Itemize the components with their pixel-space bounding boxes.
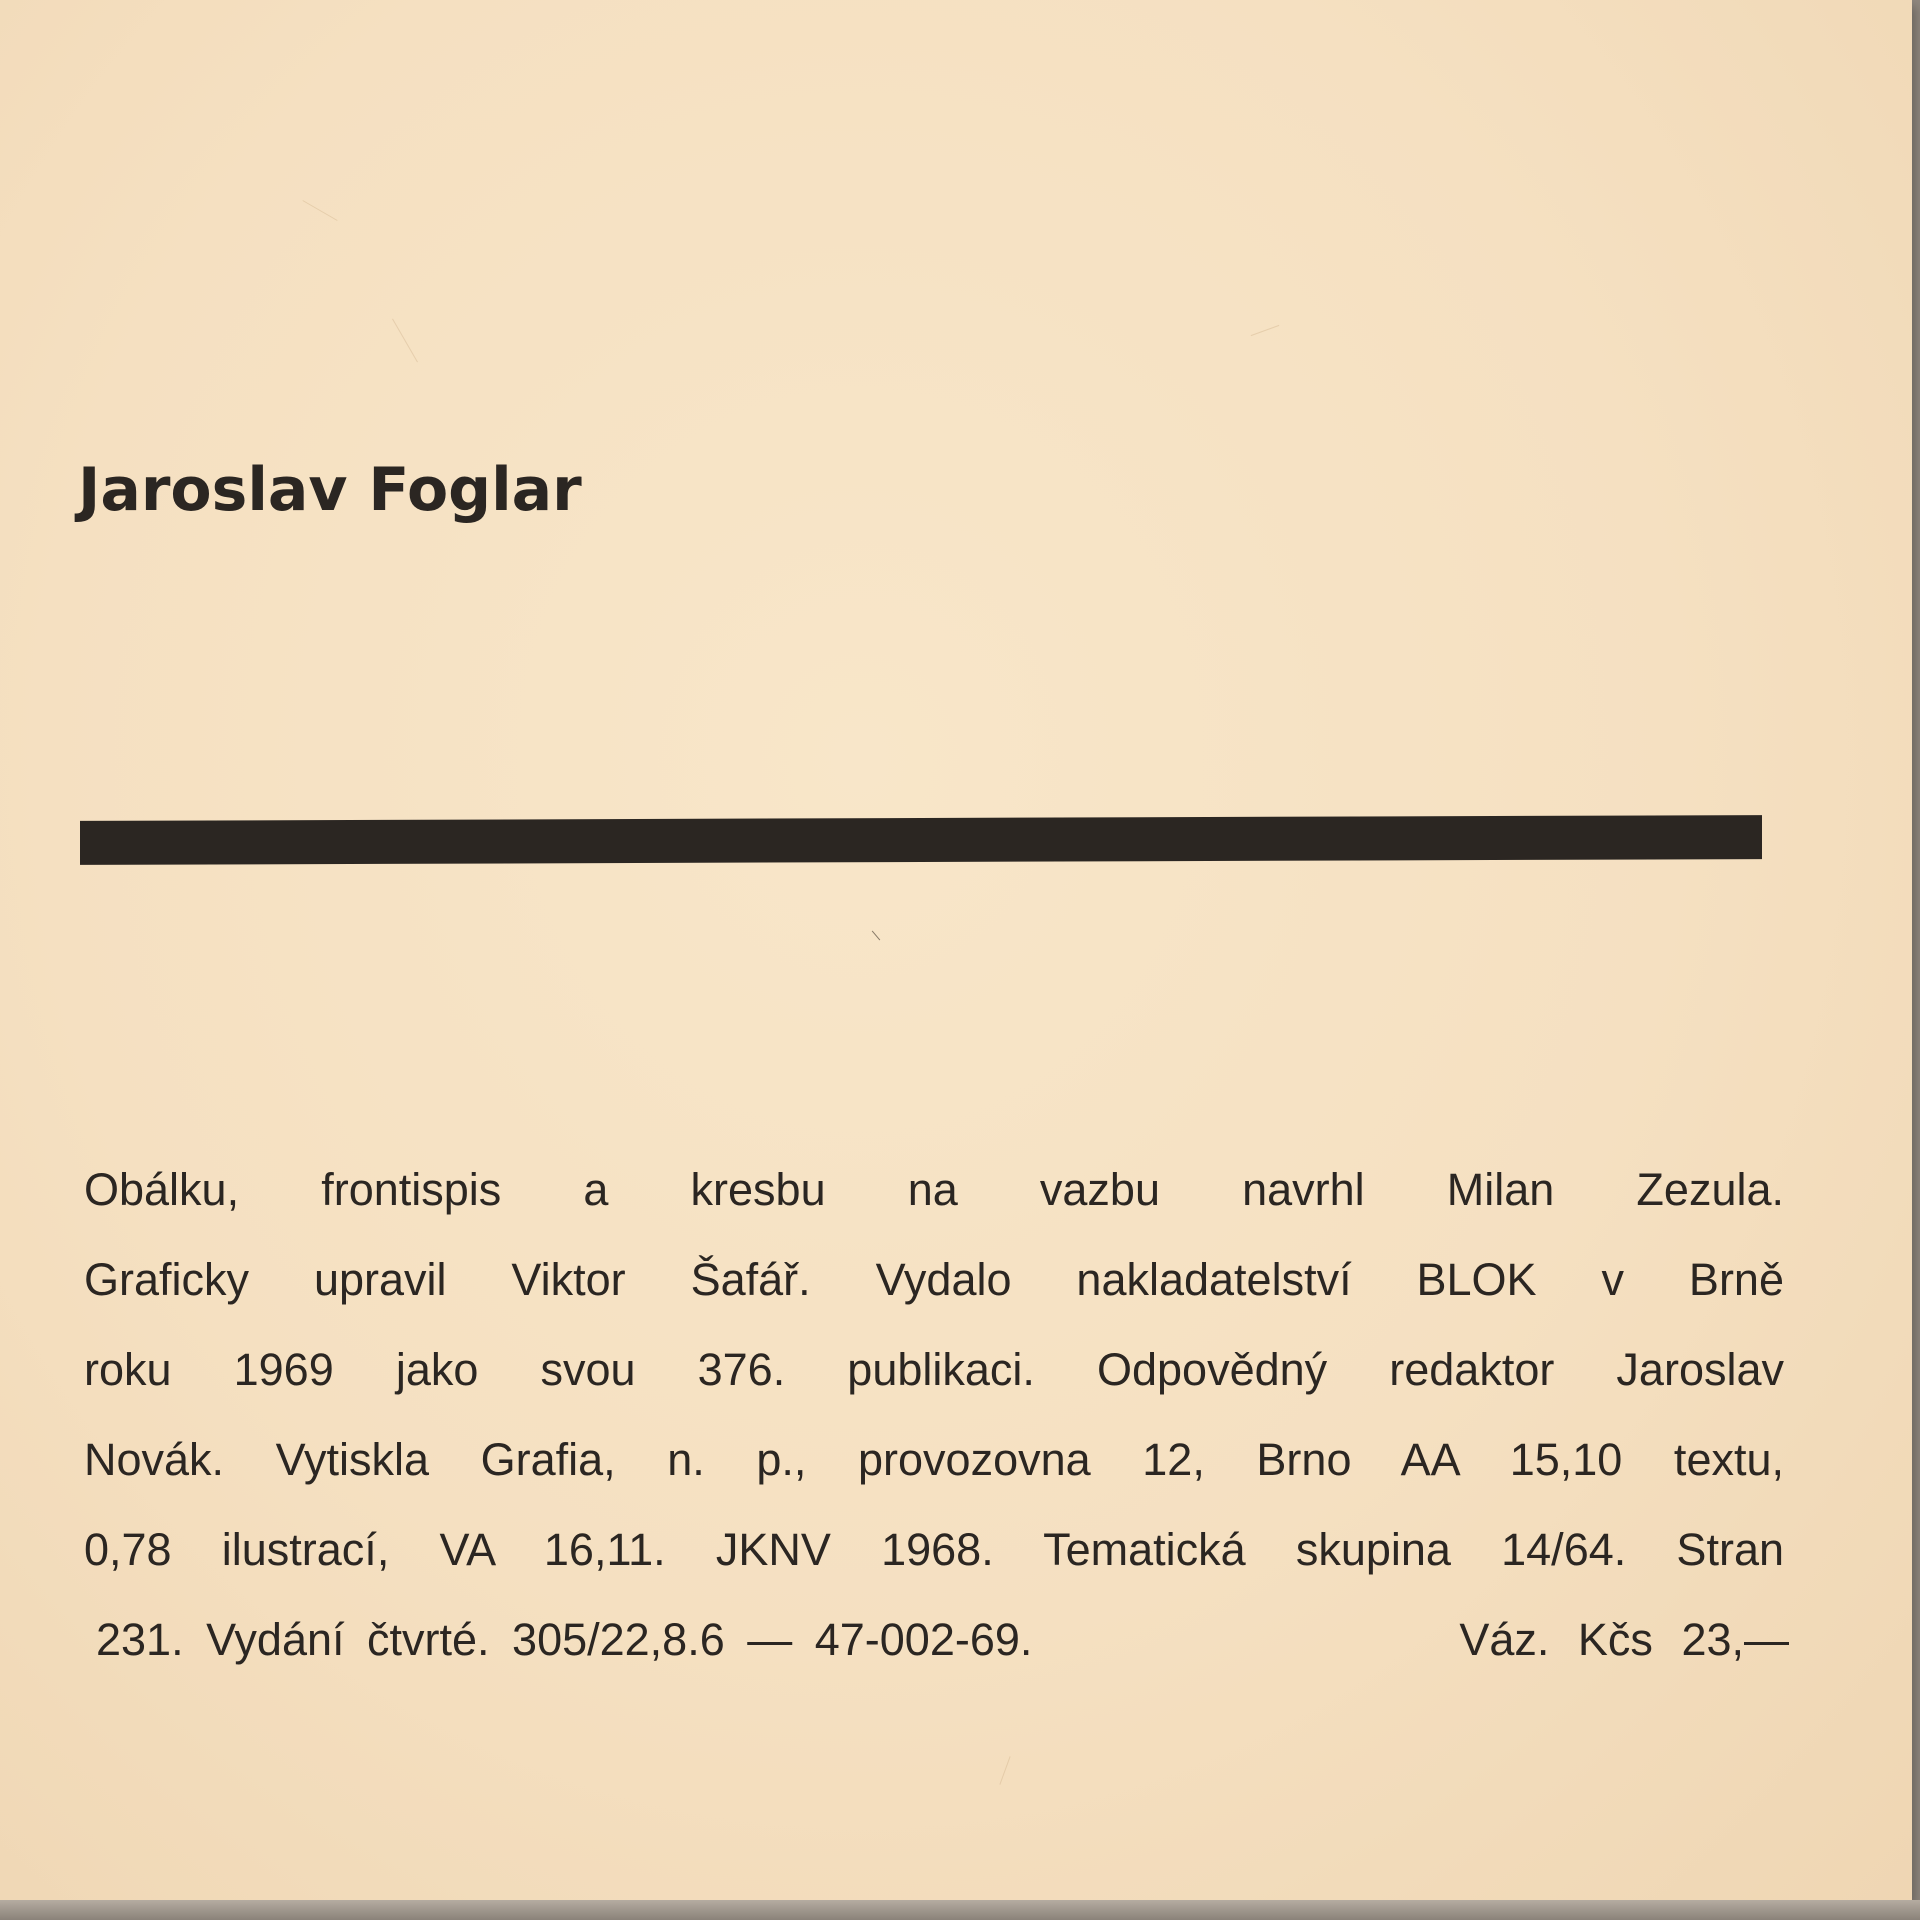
edition-info: 231. Vydání čtvrté. 305/22,8.6 — 47-002-69. [96, 1614, 1033, 1665]
colophon-line: Graficky upravil Viktor Šafář. Vydalo nakladatelství BLOK v Brně [84, 1254, 1784, 1305]
paper-fiber [999, 1756, 1010, 1785]
page-edge [0, 1900, 1920, 1920]
horizontal-rule [80, 815, 1762, 865]
paper-fiber [392, 319, 418, 363]
colophon-line: roku 1969 jako svou 376. publikaci. Odpovědný redaktor Jaroslav [84, 1344, 1784, 1395]
colophon-line: 0,78 ilustrací, VA 16,11. JKNV 1968. Tematická skupina 14/64. Stran [84, 1524, 1784, 1575]
colophon-last-line [84, 1595, 1789, 1685]
paper-speck [872, 931, 880, 941]
paper-fiber [1251, 325, 1280, 336]
author-name: Jaroslav Foglar [78, 455, 582, 525]
price: Váz. Kčs 23,— [1459, 1614, 1789, 1665]
paper-fiber [302, 200, 337, 221]
colophon-line: Novák. Vytiskla Grafia, n. p., provozovna 12, Brno AA 15,10 textu, [84, 1434, 1784, 1485]
colophon [84, 1145, 1789, 1685]
colophon-line: Obálku, frontispis a kresbu na vazbu navrhl Milan Zezula. [84, 1164, 1784, 1215]
